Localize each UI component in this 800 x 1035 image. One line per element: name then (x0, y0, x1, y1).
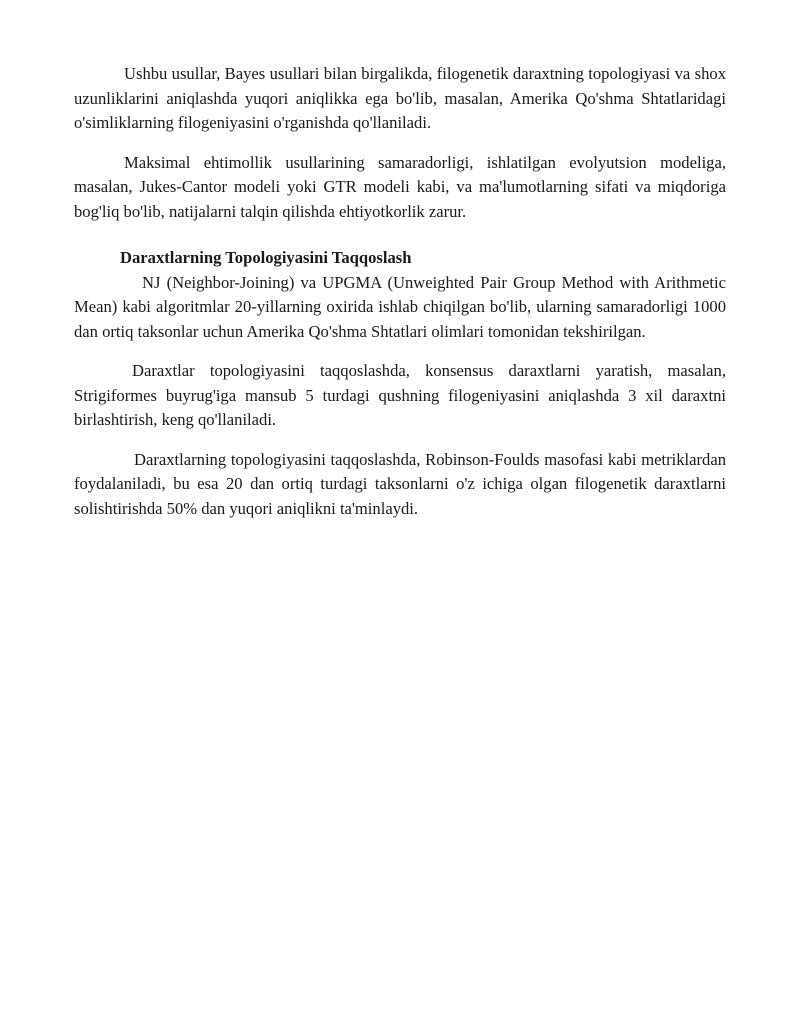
paragraph: NJ (Neighbor-Joining) va UPGMA (Unweighted Pair Group Method with Arithmetic Mean) kabi algoritmlar 20-yillarning oxirida ishlab chiqilgan bo'lib, ularning samaradorligi 1000 dan ortiq taksonlar uchun Amerika Qo'shma Shtatlari olimlari tomonidan tekshirilgan. (74, 272, 726, 341)
paragraph: Ushbu usullar, Bayes usullari bilan birgalikda, filogenetik daraxtning topologiyasi va shox uzunliklarini aniqlashda yuqori aniqlikka ega bo'lib, masalan, Amerika Qo'shma Shtatlaridagi o'simliklarning filogeniyasini o'rganishda qo'llaniladi. (74, 64, 726, 132)
section-heading: Daraxtlarning Topologiyasini Taqqoslash (120, 248, 412, 267)
paragraph: Maksimal ehtimollik usullarining samaradorligi, ishlatilgan evolyutsion modeliga, masalan, Jukes-Cantor modeli yoki GTR modeli kabi, va ma'lumotlarning sifati va miqdoriga bog'liq bo'lib, natijalarni talqin qilishda ehtiyotkorlik zarur. (74, 152, 726, 221)
paragraph: Daraxtlar topologiyasini taqqoslashda, konsensus daraxtlarni yaratish, masalan, Strigiformes buyrug'iga mansub 5 turdagi qushning filogeniyasini aniqlashda 3 xil daraxtni birlashtirish, keng qo'llaniladi. (74, 361, 726, 429)
paragraph: Daraxtlarning topologiyasini taqqoslashda, Robinson-Foulds masofasi kabi metriklardan foydalaniladi, bu esa 20 dan ortiq turdagi taksonlarni o'z ichiga olgan filogenetik daraxtlarni solishtirishda 50% dan yuqori aniqlikni ta'minlaydi. (74, 449, 726, 518)
document-page (74, 62, 726, 536)
